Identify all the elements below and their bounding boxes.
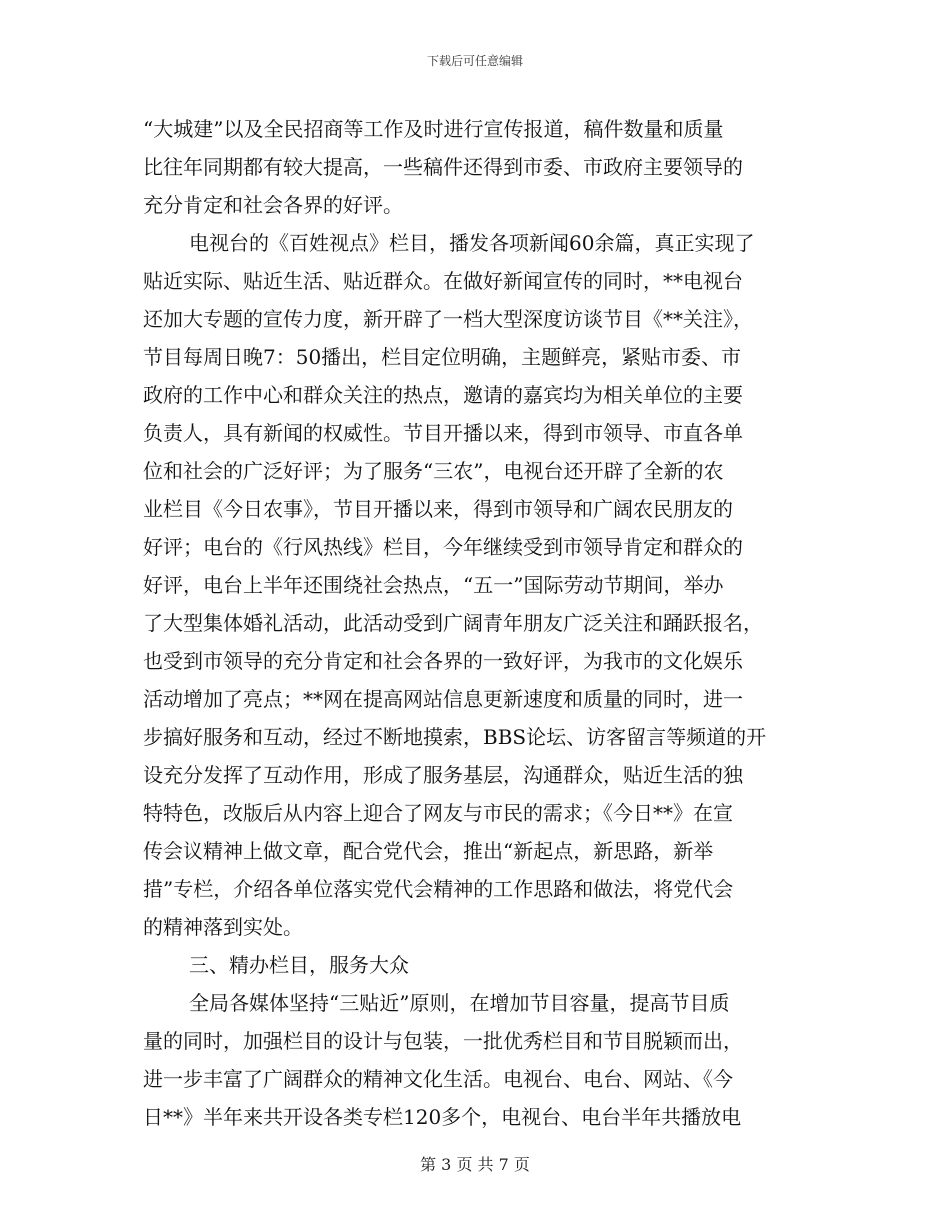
text-line: 传会议精神上做文章，配合党代会，推出“新起点，新思路，新举: [143, 839, 714, 863]
text-line: 进一步丰富了广阔群众的精神文化生活。电视台、电台、网站、《今: [143, 1067, 733, 1091]
text-line: 特特色，改版后从内容上迎合了网友与市民的需求；《今日**》在宣: [143, 801, 733, 825]
text-line: 步搞好服务和互动，经过不断地摸索，BBS论坛、访客留言等频道的开: [143, 725, 767, 749]
page-number: 第 3 页 共 7 页: [420, 1155, 530, 1174]
text-line: 充分肯定和社会各界的好评。: [143, 193, 403, 217]
text-line: 全局各媒体坚持“三贴近”原则，在增加节目容量，提高节目质: [189, 991, 730, 1015]
text-line: 好评，电台上半年还围绕社会热点，“五一”国际劳动节期间，举办: [143, 573, 724, 597]
text-line: 日**》半年来共开设各类专栏120多个，电视台、电台半年共播放电: [143, 1105, 742, 1129]
text-line: 也受到市领导的充分肯定和社会各界的一致好评，为我市的文化娱乐: [143, 649, 743, 673]
document-body: [143, 110, 808, 1136]
text-line: 措”专栏，介绍各单位落实党代会精神的工作思路和做法，将党代会: [143, 877, 734, 901]
text-line: 比往年同期都有较大提高，一些稿件还得到市委、市政府主要领导的: [143, 155, 743, 179]
text-line: 了大型集体婚礼活动，此活动受到广阔青年朋友广泛关注和踊跃报名，: [143, 611, 763, 635]
text-line: 电视台的《百姓视点》栏目，播发各项新闻60余篇，真正实现了: [189, 231, 755, 255]
text-line: 的精神落到实处。: [143, 915, 303, 939]
text-line: 贴近实际、贴近生活、贴近群众。在做好新闻宣传的同时，**电视台: [143, 269, 743, 293]
text-line: 还加大专题的宣传力度，新开辟了一档大型深度访谈节目《**关注》，: [143, 307, 753, 331]
text-line: 政府的工作中心和群众关注的热点，邀请的嘉宾均为相关单位的主要: [143, 383, 743, 407]
text-line: 业栏目《今日农事》，节目开播以来，得到市领导和广阔农民朋友的: [143, 497, 733, 521]
text-line: 量的同时，加强栏目的设计与包装，一批优秀栏目和节目脱颖而出，: [143, 1029, 743, 1053]
page-header: 下载后可任意编辑: [426, 54, 523, 68]
text-line: 位和社会的广泛好评；为了服务“三农”，电视台还开辟了全新的农: [143, 459, 724, 483]
text-line: 三、精办栏目，服务大众: [189, 953, 409, 977]
text-line: “大城建”以及全民招商等工作及时进行宣传报道，稿件数量和质量: [143, 117, 724, 141]
text-line: 活动增加了亮点；**网在提高网站信息更新速度和质量的同时，进一: [143, 687, 743, 711]
text-line: 好评；电台的《行风热线》栏目，今年继续受到市领导肯定和群众的: [143, 535, 743, 559]
text-line: 设充分发挥了互动作用，形成了服务基层，沟通群众，贴近生活的独: [143, 763, 743, 787]
text-line: 负责人，具有新闻的权威性。节目开播以来，得到市领导、市直各单: [143, 421, 743, 445]
text-line: 节目每周日晚7：50播出，栏目定位明确，主题鲜亮，紧贴市委、市: [143, 345, 742, 369]
